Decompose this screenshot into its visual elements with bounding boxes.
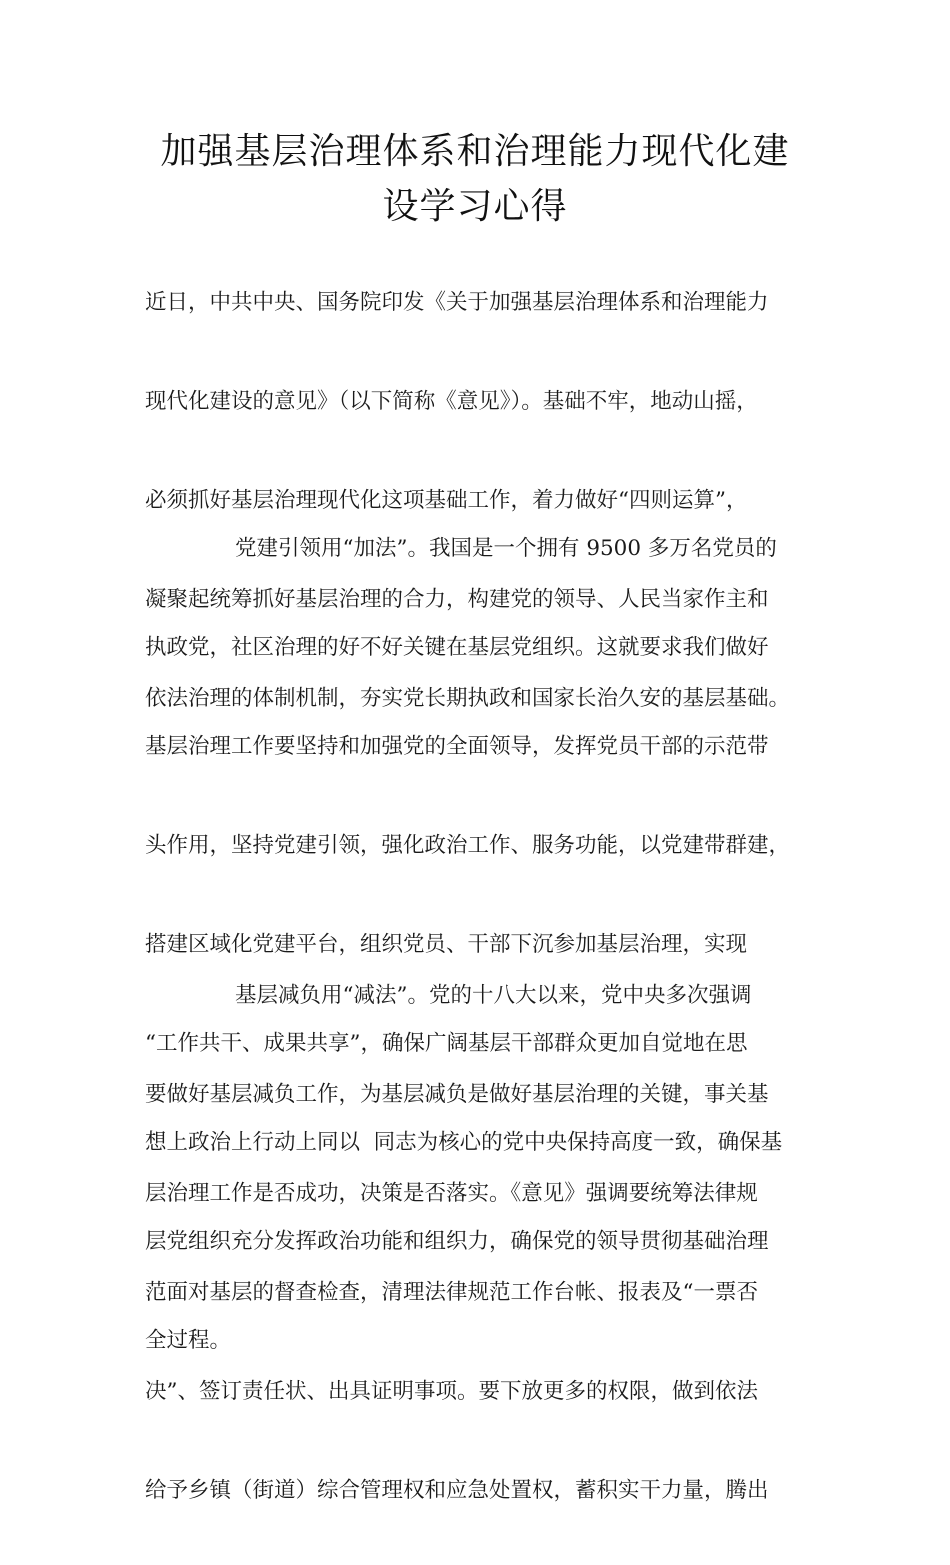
paragraph-line: 现代化建设的意见》（以下简称《意见》）。基础不牢，地动山摇， <box>145 389 758 414</box>
paragraph-line: 层治理工作是否成功，决策是否落实。《意见》强调要统筹法律规 <box>145 1181 758 1206</box>
title-line-1: 加强基层治理体系和治理能力现代化建 <box>160 131 790 172</box>
paragraph-line: 搭建区域化党建平台，组织党员、干部下沉参加基层治理，实现 <box>145 932 748 957</box>
paragraph-line: 给予乡镇（街道）综合管理权和应急处置权，蓄积实干力量，腾出 <box>145 1478 769 1503</box>
paragraph-line: 必须抓好基层治理现代化这项基础工作，着力做好“四则运算”， <box>145 488 748 513</box>
paragraph-line: 全过程。 <box>145 1328 232 1353</box>
document-title <box>140 124 810 234</box>
paragraph-line: 党建引领用“加法”。我国是一个拥有 9500 多万名党员的 <box>235 536 777 561</box>
paragraph-line: “工作共干、成果共享”，确保广阔基层干部群众更加自觉地在思 <box>145 1031 748 1056</box>
paragraph-line: 基层减负用“减法”。党的十八大以来，党中央多次强调 <box>235 983 752 1008</box>
paragraph-line: 凝聚起统筹抓好基层治理的合力，构建党的领导、人民当家作主和 <box>145 587 769 612</box>
paragraph-line: 想上政治上行动上同以 同志为核心的党中央保持高度一致，确保基 <box>145 1130 783 1155</box>
paragraph-line: 近日，中共中央、国务院印发《关于加强基层治理体系和治理能力 <box>145 290 769 315</box>
paragraph-line: 依法治理的体制机制，夯实党长期执政和国家长治久安的基层基础。 <box>145 686 791 711</box>
paragraph-line: 层党组织充分发挥政治功能和组织力，确保党的领导贯彻基础治理 <box>145 1229 769 1254</box>
paragraph-line: 执政党，社区治理的好不好关键在基层党组织。这就要求我们做好 <box>145 635 769 660</box>
paragraph-line: 基层治理工作要坚持和加强党的全面领导，发挥党员干部的示范带 <box>145 734 769 759</box>
paragraph-line: 头作用，坚持党建引领，强化政治工作、服务功能，以党建带群建， <box>145 833 791 858</box>
paragraph-line: 范面对基层的督查检查，清理法律规范工作台帐、报表及“一票否 <box>145 1280 758 1305</box>
paragraph-line: 决”、签订责任状、出具证明事项。要下放更多的权限，做到依法 <box>145 1379 758 1404</box>
paragraph-line: 要做好基层减负工作，为基层减负是做好基层治理的关键，事关基 <box>145 1082 769 1107</box>
paragraph-burden-reduction <box>145 921 769 1565</box>
title-line-2: 设学习心得 <box>382 186 568 227</box>
